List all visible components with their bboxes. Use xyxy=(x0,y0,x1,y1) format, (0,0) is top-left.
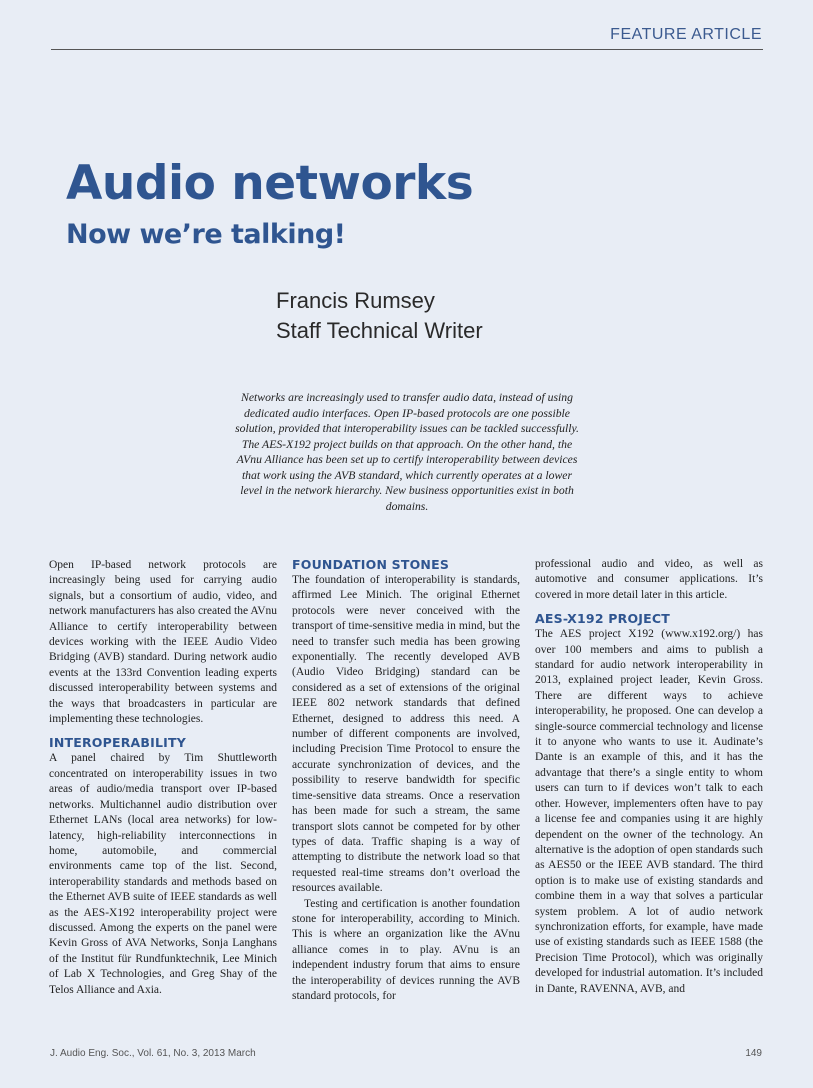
body-paragraph: professional audio and video, as well as automotive and consumer applications. It’s covered in more detail later in this article. xyxy=(535,558,763,601)
body-paragraph: Testing and certification is another foundation stone for interoperability, according to Minich. This is where an organization like the AVnu alliance comes in to play. AVnu is an independent industry forum that aims to ensure the interoperability of devices running the AVB standard protocols, for xyxy=(292,897,520,1002)
author-role: Staff Technical Writer xyxy=(276,318,483,343)
article-title: Audio networks xyxy=(66,156,474,211)
intro-paragraph: Open IP-based network protocols are increasingly being used for carrying audio signals, but a consortium of audio, video, and network manufacturers has also created the AVnu Alliance to certify interoperability between devices working with the IEEE Audio Video Bridging (AVB) standard. During network audio events at the 133rd Convention leading experts discussed interoperability between systems and the ways that broadcasters in particular are implementing these technologies. xyxy=(49,559,277,726)
page-number: 149 xyxy=(745,1048,762,1059)
author-name: Francis Rumsey xyxy=(276,288,435,313)
column-1 xyxy=(49,558,277,998)
footer-citation: J. Audio Eng. Soc., Vol. 61, No. 3, 2013 March xyxy=(50,1048,256,1059)
section-label: FEATURE ARTICLE xyxy=(610,26,762,43)
header-rule xyxy=(51,49,763,50)
abstract: Networks are increasingly used to transfer audio data, instead of using dedicated audio interfaces. Open IP-based protocols are one possible solution, provided that interoperability issues can be tackled successfully. The AES-X192 project builds on that approach. On the other hand, the AVnu Alliance has been set up to certify interoperability between devices that work using the AVB standard, which currently operates at a lower level in the network hierarchy. New business opportunities exist in both domains. xyxy=(235,391,579,513)
article-subtitle: Now we’re talking! xyxy=(66,219,346,250)
column-2 xyxy=(292,557,520,1004)
section-heading-foundation-stones: FOUNDATION STONES xyxy=(292,557,450,572)
author-block xyxy=(276,286,483,346)
body-paragraph: A panel chaired by Tim Shuttleworth concentrated on interoperability issues in two areas of audio/media transport over IP-based networks. Multichannel audio distribution over Ethernet LANs (local area networks) for low-latency, high-reliability interconnections in home, automobile, and commercial environments came top of the list. Second, interoperability standards and methods based on the Ethernet AVB suite of IEEE standards as well as the AES-X192 interoperability project were discussed. Among the experts on the panel were Kevin Gross of AVA Networks, Sonja Langhans of the Institut für Rundfunktechnik, Lee Minich of Lab X Technologies, and Greg Shay of the Telos Alliance and Axia. xyxy=(49,752,277,996)
body-paragraph: The foundation of interoperability is standards, affirmed Lee Minich. The original Ethernet protocols were never conceived with the transport of time-sensitive media in mind, but the need to transfer such media has been growing exponentially. The recently developed AVB (Audio Video Bridging) standard can be considered as a set of extensions of the original IEEE 802 network standards that defined Ethernet, designed to address this need. A number of different components are involved, including Precision Time Protocol to ensure the accurate synchronization of devices, and the possibility to reserve bandwidth for specific time-sensitive data streams. Once a reservation has been made for such a stream, the same transport slots cannot be competed for by other types of data. Traffic shaping is a way of attempting to distribute the network load so that requested real-time streams don’t overload the resources available. xyxy=(292,574,520,895)
body-paragraph: The AES project X192 (www.x192.org/) has over 100 members and aims to publish a standard for audio network interoperability in 2013, explained project leader, Kevin Gross. There are different ways to achieve interoperability, he proposed. One can develop a single-source commercial technology and license it to anyone who wants to use it. Audinate’s Dante is an example of this, and it has the advantage that there’s a single entity to whom users can turn to if devices won’t talk to each other. However, implementers often have to pay a license fee and companies using it are highly dependent on the owner of the technology. An alternative is the adoption of open standards such as AES50 or the IEEE AVB standard. The third option is to make use of existing standards and combine them in a way that solves a particular system problem. A lot of audio network synchronization efforts, for example, have made use of existing standards such as IEEE 1588 (the Precision Time Protocol), which was originally developed for industrial automation. It’s included in Dante, RAVENNA, AVB, and xyxy=(535,628,763,995)
section-heading-interoperability: INTEROPERABILITY xyxy=(49,735,187,751)
section-heading-aes-x192: AES-X192 PROJECT xyxy=(535,611,670,627)
column-3 xyxy=(535,557,763,997)
